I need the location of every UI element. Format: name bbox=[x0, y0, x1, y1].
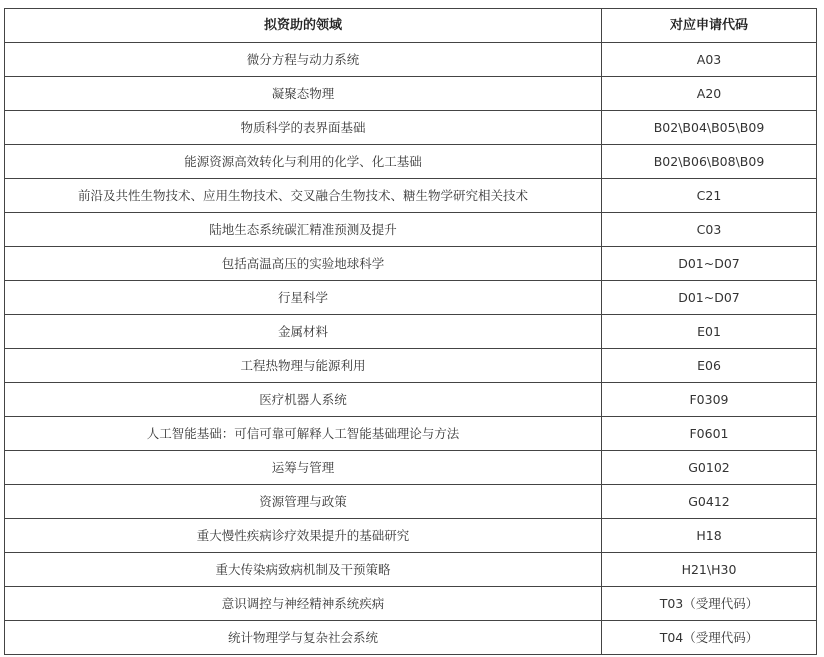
header-code: 对应申请代码 bbox=[602, 9, 817, 43]
code-cell: H21\H30 bbox=[602, 553, 817, 587]
field-cell: 重大慢性疾病诊疗效果提升的基础研究 bbox=[5, 519, 602, 553]
field-cell: 资源管理与政策 bbox=[5, 485, 602, 519]
code-cell: E06 bbox=[602, 349, 817, 383]
table-row bbox=[5, 145, 817, 179]
table-row bbox=[5, 77, 817, 111]
code-cell: C03 bbox=[602, 213, 817, 247]
header-field: 拟资助的领域 bbox=[5, 9, 602, 43]
field-cell: 凝聚态物理 bbox=[5, 77, 602, 111]
table-row bbox=[5, 349, 817, 383]
field-cell: 运筹与管理 bbox=[5, 451, 602, 485]
funding-fields-table-container bbox=[4, 8, 816, 655]
field-cell: 重大传染病致病机制及干预策略 bbox=[5, 553, 602, 587]
table-row bbox=[5, 179, 817, 213]
code-cell: T04（受理代码） bbox=[602, 621, 817, 655]
code-cell: C21 bbox=[602, 179, 817, 213]
code-cell: F0601 bbox=[602, 417, 817, 451]
field-cell: 物质科学的表界面基础 bbox=[5, 111, 602, 145]
code-cell: B02\B06\B08\B09 bbox=[602, 145, 817, 179]
code-cell: D01~D07 bbox=[602, 281, 817, 315]
code-cell: G0412 bbox=[602, 485, 817, 519]
table-row bbox=[5, 451, 817, 485]
table-row bbox=[5, 621, 817, 655]
table-row bbox=[5, 43, 817, 77]
field-cell: 人工智能基础：可信可靠可解释人工智能基础理论与方法 bbox=[5, 417, 602, 451]
table-row bbox=[5, 417, 817, 451]
code-cell: T03（受理代码） bbox=[602, 587, 817, 621]
table-row bbox=[5, 587, 817, 621]
field-cell: 能源资源高效转化与利用的化学、化工基础 bbox=[5, 145, 602, 179]
field-cell: 陆地生态系统碳汇精准预测及提升 bbox=[5, 213, 602, 247]
funding-fields-table bbox=[4, 8, 817, 655]
table-header-row bbox=[5, 9, 817, 43]
code-cell: A03 bbox=[602, 43, 817, 77]
field-cell: 微分方程与动力系统 bbox=[5, 43, 602, 77]
field-cell: 金属材料 bbox=[5, 315, 602, 349]
code-cell: A20 bbox=[602, 77, 817, 111]
table-row bbox=[5, 553, 817, 587]
field-cell: 前沿及共性生物技术、应用生物技术、交叉融合生物技术、糖生物学研究相关技术 bbox=[5, 179, 602, 213]
table-row bbox=[5, 111, 817, 145]
field-cell: 统计物理学与复杂社会系统 bbox=[5, 621, 602, 655]
code-cell: H18 bbox=[602, 519, 817, 553]
code-cell: G0102 bbox=[602, 451, 817, 485]
code-cell: B02\B04\B05\B09 bbox=[602, 111, 817, 145]
table-row bbox=[5, 247, 817, 281]
field-cell: 包括高温高压的实验地球科学 bbox=[5, 247, 602, 281]
field-cell: 医疗机器人系统 bbox=[5, 383, 602, 417]
table-row bbox=[5, 315, 817, 349]
field-cell: 工程热物理与能源利用 bbox=[5, 349, 602, 383]
table-row bbox=[5, 485, 817, 519]
code-cell: D01~D07 bbox=[602, 247, 817, 281]
field-cell: 行星科学 bbox=[5, 281, 602, 315]
table-row bbox=[5, 383, 817, 417]
code-cell: F0309 bbox=[602, 383, 817, 417]
table-row bbox=[5, 213, 817, 247]
table-body bbox=[5, 43, 817, 655]
table-row bbox=[5, 281, 817, 315]
code-cell: E01 bbox=[602, 315, 817, 349]
table-row bbox=[5, 519, 817, 553]
field-cell: 意识调控与神经精神系统疾病 bbox=[5, 587, 602, 621]
